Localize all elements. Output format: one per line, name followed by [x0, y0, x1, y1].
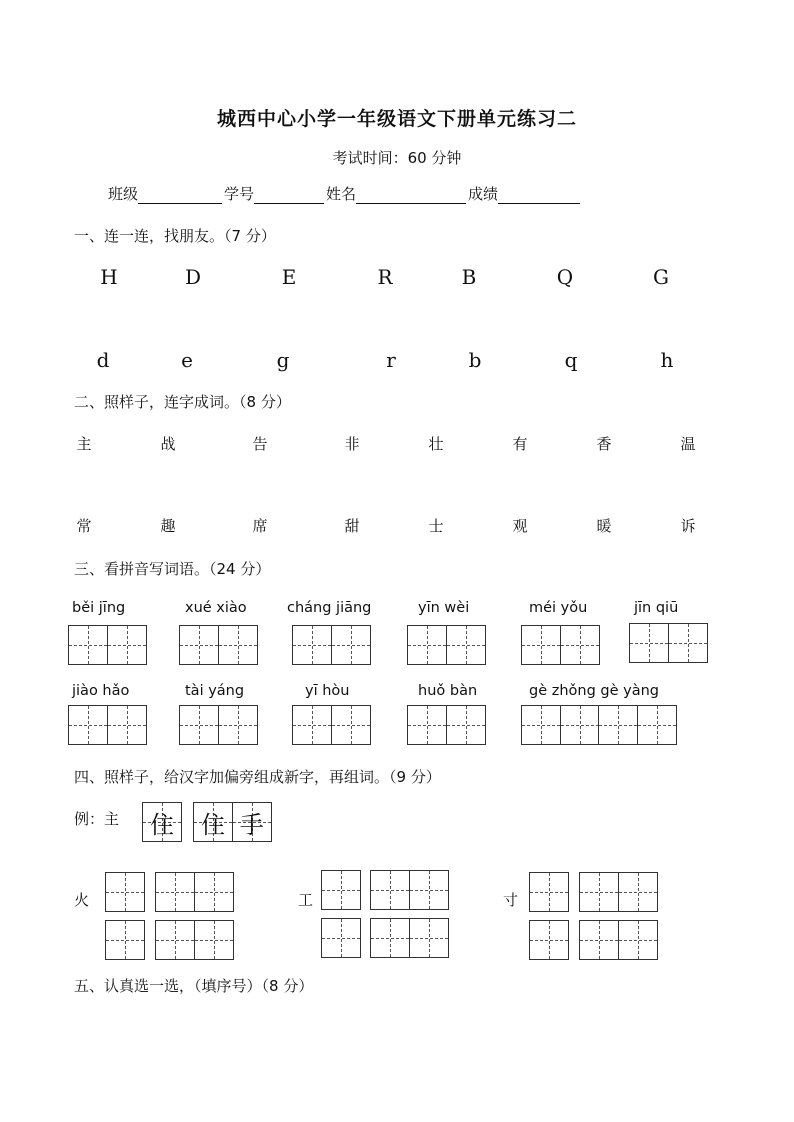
writing-cell[interactable]	[529, 872, 569, 912]
word-char[interactable]: 席	[252, 517, 268, 535]
example-new-char: 住	[150, 810, 174, 839]
writing-cell[interactable]	[629, 623, 669, 663]
writing-cell[interactable]	[194, 920, 234, 960]
writing-cell[interactable]	[579, 920, 619, 960]
example-label: 例：主	[74, 810, 120, 828]
pinyin-prompt: xué xiào	[185, 600, 247, 616]
writing-cell[interactable]	[370, 870, 410, 910]
lowercase-letter[interactable]: h	[660, 348, 674, 372]
word-char[interactable]: 常	[76, 517, 92, 535]
writing-cell[interactable]	[446, 705, 486, 745]
example-grid-word	[193, 802, 272, 842]
word-grid[interactable]	[370, 870, 449, 910]
section-3-heading: 三、看拼音写词语。（24 分）	[74, 560, 271, 578]
writing-cell[interactable]	[521, 625, 561, 665]
pinyin-prompt: cháng jiāng	[287, 600, 372, 616]
section-4-heading: 四、照样子，给汉字加偏旁组成新字，再组词。（9 分）	[74, 768, 441, 786]
word-char[interactable]: 香	[596, 435, 612, 453]
writing-cell[interactable]	[579, 872, 619, 912]
writing-cell[interactable]	[598, 705, 638, 745]
lowercase-letter[interactable]: r	[386, 348, 396, 372]
uppercase-letter[interactable]: Q	[556, 265, 574, 289]
class-blank[interactable]	[138, 187, 222, 204]
writing-cell[interactable]	[194, 872, 234, 912]
writing-cell[interactable]	[637, 705, 677, 745]
new-char-grid[interactable]	[321, 918, 361, 958]
writing-grid[interactable]	[521, 625, 600, 665]
section-2-heading: 二、照样子，连字成词。（8 分）	[74, 393, 291, 411]
example-cell	[142, 802, 182, 842]
pinyin-prompt: jīn qiū	[634, 600, 679, 616]
pinyin-prompt: huǒ bàn	[418, 683, 478, 699]
lowercase-letter[interactable]: e	[181, 348, 193, 372]
student-number-label: 学号	[224, 185, 255, 203]
writing-grid[interactable]	[179, 625, 258, 665]
writing-grid[interactable]	[179, 705, 258, 745]
writing-cell[interactable]	[529, 920, 569, 960]
writing-cell[interactable]	[292, 625, 332, 665]
word-char[interactable]: 暖	[596, 517, 612, 535]
section-1-heading: 一、连一连，找朋友。（7 分）	[74, 227, 276, 245]
uppercase-letter[interactable]: D	[184, 265, 202, 289]
word-grid[interactable]	[155, 920, 234, 960]
radical-base-char: 工	[298, 891, 314, 909]
uppercase-letter[interactable]: G	[653, 265, 669, 289]
writing-cell[interactable]	[331, 705, 371, 745]
word-char[interactable]: 甜	[344, 517, 360, 535]
example-word-char: 住	[201, 810, 225, 839]
radical-base-char: 寸	[503, 891, 519, 909]
uppercase-letter[interactable]: E	[281, 265, 297, 289]
pinyin-prompt: yīn wèi	[418, 600, 470, 616]
writing-cell[interactable]	[618, 920, 658, 960]
writing-cell[interactable]	[105, 920, 145, 960]
score-label: 成绩	[468, 185, 499, 203]
word-char[interactable]: 温	[680, 435, 696, 453]
word-char[interactable]: 观	[512, 517, 528, 535]
radical-base-char: 火	[74, 891, 90, 909]
writing-cell[interactable]	[179, 625, 219, 665]
writing-cell[interactable]	[668, 623, 708, 663]
example-cell	[193, 802, 233, 842]
writing-cell[interactable]	[560, 625, 600, 665]
writing-cell[interactable]	[179, 705, 219, 745]
writing-cell[interactable]	[107, 625, 147, 665]
pinyin-prompt: tài yáng	[185, 683, 245, 699]
lowercase-letter[interactable]: q	[564, 348, 578, 372]
lowercase-letter[interactable]: b	[468, 348, 482, 372]
writing-cell[interactable]	[407, 705, 447, 745]
writing-cell[interactable]	[618, 872, 658, 912]
uppercase-letter[interactable]: R	[377, 265, 393, 289]
writing-grid[interactable]	[292, 705, 371, 745]
writing-grid[interactable]	[407, 625, 486, 665]
writing-cell[interactable]	[155, 872, 195, 912]
writing-cell[interactable]	[105, 872, 145, 912]
class-label: 班级	[108, 185, 139, 203]
word-char[interactable]: 诉	[680, 517, 696, 535]
writing-cell[interactable]	[331, 625, 371, 665]
lowercase-letter[interactable]: d	[96, 348, 110, 372]
word-char[interactable]: 士	[428, 517, 444, 535]
name-blank[interactable]	[356, 187, 466, 204]
word-char[interactable]: 趣	[160, 517, 176, 535]
name-label: 姓名	[326, 185, 357, 203]
pinyin-prompt: yī hòu	[305, 683, 350, 699]
student-number-blank[interactable]	[254, 187, 324, 204]
word-grid[interactable]	[155, 872, 234, 912]
writing-grid[interactable]	[292, 625, 371, 665]
pinyin-prompt: méi yǒu	[529, 600, 588, 616]
student-info-line	[108, 183, 582, 204]
writing-cell[interactable]	[407, 625, 447, 665]
writing-cell[interactable]	[218, 705, 258, 745]
example-word-char: 手	[239, 810, 264, 839]
score-blank[interactable]	[498, 187, 580, 204]
new-char-grid[interactable]	[105, 872, 145, 912]
writing-grid[interactable]	[629, 623, 708, 663]
writing-cell[interactable]	[521, 705, 561, 745]
new-char-grid[interactable]	[105, 920, 145, 960]
word-char[interactable]: 非	[344, 435, 360, 453]
uppercase-letter[interactable]: H	[100, 265, 118, 289]
writing-cell[interactable]	[107, 705, 147, 745]
writing-cell[interactable]	[218, 625, 258, 665]
exam-time: 考试时间：60 分钟	[332, 149, 462, 167]
uppercase-letter[interactable]: B	[461, 265, 477, 289]
writing-cell[interactable]	[446, 625, 486, 665]
new-char-grid[interactable]	[529, 872, 569, 912]
section-5-heading: 五、认真选一选，（填序号）（8 分）	[74, 977, 314, 995]
writing-grid[interactable]	[407, 705, 486, 745]
writing-cell[interactable]	[292, 705, 332, 745]
writing-cell[interactable]	[321, 918, 361, 958]
writing-cell[interactable]	[370, 918, 410, 958]
word-grid[interactable]	[579, 920, 658, 960]
writing-cell[interactable]	[560, 705, 600, 745]
example-cell	[232, 802, 272, 842]
new-char-grid[interactable]	[321, 870, 361, 910]
writing-cell[interactable]	[409, 870, 449, 910]
word-char[interactable]: 有	[512, 435, 528, 453]
writing-cell[interactable]	[68, 625, 108, 665]
pinyin-prompt: gè zhǒng gè yàng	[529, 683, 660, 699]
word-grid[interactable]	[370, 918, 449, 958]
writing-grid[interactable]	[68, 705, 147, 745]
word-grid[interactable]	[579, 872, 658, 912]
word-char[interactable]: 主	[76, 435, 92, 453]
word-char[interactable]: 壮	[428, 435, 444, 453]
writing-cell[interactable]	[409, 918, 449, 958]
writing-cell[interactable]	[155, 920, 195, 960]
page-title: 城西中心小学一年级语文下册单元练习二	[216, 108, 577, 130]
word-char[interactable]: 战	[160, 435, 176, 453]
writing-cell[interactable]	[321, 870, 361, 910]
new-char-grid[interactable]	[529, 920, 569, 960]
writing-cell[interactable]	[68, 705, 108, 745]
writing-grid[interactable]	[68, 625, 147, 665]
word-char[interactable]: 告	[252, 435, 268, 453]
lowercase-letter[interactable]: g	[276, 348, 290, 372]
example-grid-new-char	[142, 802, 182, 842]
pinyin-prompt: běi jīng	[72, 600, 126, 616]
writing-grid[interactable]	[521, 705, 677, 745]
pinyin-prompt: jiào hǎo	[72, 683, 130, 699]
